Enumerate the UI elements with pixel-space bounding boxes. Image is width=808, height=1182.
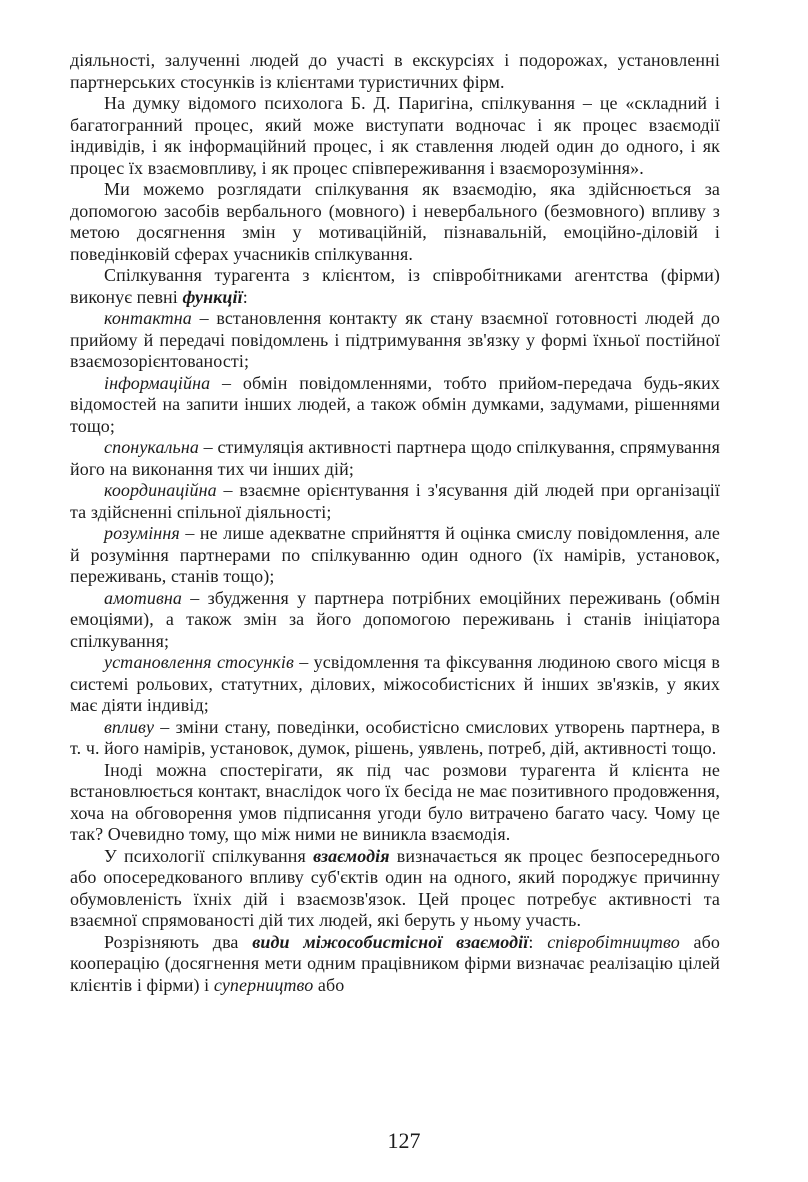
- function-description: – усвідомлення та фіксування людиною свого місця в системі рольових, статутних, ділових, міжособистісних й інших зв'язків, у яких має діяти індивід;: [70, 652, 721, 715]
- function-item-contact: [70, 308, 720, 373]
- function-term: амотивна: [104, 587, 183, 608]
- function-description: – встановлення контакту як стану взаємної готовності людей до прийому й передачі повідомлень і підтримування зв'язку у формі їхньої постійної взаємозорієнтованості;: [70, 308, 720, 371]
- psych-text-before: У психології спілкування: [104, 845, 314, 866]
- function-description: – збудження у партнера потрібних емоційних переживань (обмін емоціями), а також змін за його допомогою переживань і станів ініціатора спілкування;: [70, 587, 720, 651]
- function-item-influence: [70, 717, 720, 760]
- paragraph-continuation: діяльності, залученні людей до участі в екскурсіях і подорожах, установленні партнерських стосунків із клієнтами туристичних фірм.: [70, 50, 720, 92]
- rivalry-term: суперництво: [213, 974, 314, 995]
- paragraph-functions-intro: [70, 265, 720, 308]
- paragraph-interaction-definition: Ми можемо розглядати спілкування як взаємодію, яка здійснюється за допомогою засобів вербального (мовного) і невербального (безмовного) впливу з метою досягнення змін у мотиваційній, пізнавальній, емоційно-діловій і поведінковій сферах учасників спілкування.: [70, 179, 720, 264]
- function-item-understanding: [70, 523, 720, 588]
- paragraph-interaction-types: [70, 932, 720, 997]
- function-item-relationships: [70, 652, 720, 717]
- paragraph-no-contact: Іноді можна спостерігати, як під час розмови турагента й клієнта не встановлюється контакт, внаслідок чого їх бесіда не має позитивного продовження, хоча на обговорення умов підписання угоди було витрачено багато часу. Чому це так? Очевидно тому, що між ними не виникла взаємодія.: [70, 759, 720, 844]
- cooperation-term: співробітництво: [547, 931, 680, 952]
- types-text-middle: або кооперацію (досягнення мети одним працівником фірми визначає реалізацію цілей клієнтів і фірми) і: [70, 931, 720, 995]
- functions-intro-text: Спілкування турагента з клієнтом, із співробітниками агентства (фірми) виконує певні: [70, 265, 720, 307]
- function-term: установлення стосунків: [104, 652, 294, 672]
- document-page: [70, 50, 720, 996]
- function-term: впливу: [104, 716, 155, 737]
- function-item-emotive: [70, 588, 720, 653]
- function-description: – обмін повідомленнями, тобто прийом-передача будь-яких відомостей на запити інших людей, а також обмін думками, задумами, рішеннями тощо;: [70, 372, 720, 436]
- types-colon: :: [528, 931, 548, 952]
- psych-text-after: визначається як процес безпосереднього або опосередкованого впливу суб'єктів один на одного, який породжує причинну обумовленість їхніх дій і взаємозв'язок. Цей процес потребує активності та взаємної спрямованості дій тих людей, які беруть у ньому участь.: [70, 845, 721, 930]
- function-description: – взаємне орієнтування і з'ясування дій людей при організації та здійсненні спільної діяльності;: [70, 480, 720, 522]
- functions-term: функції: [182, 286, 243, 307]
- function-term: розуміння: [104, 523, 180, 543]
- function-description: – не лише адекватне сприйняття й оцінка смислу повідомлення, але й розуміння партнерами по спілкуванню один одного (їх намірів, установок, переживань, станів тощо);: [70, 523, 720, 586]
- function-item-coordinating: [70, 480, 720, 523]
- types-text-after: або: [313, 974, 345, 995]
- types-text-before: Розрізняють два: [104, 931, 253, 952]
- functions-intro-colon: :: [242, 286, 248, 307]
- types-term: види міжособистісної взаємодії: [252, 931, 529, 952]
- interaction-term: взаємодія: [313, 845, 390, 866]
- function-item-motivating: [70, 437, 720, 480]
- paragraph-parygin-quote: На думку відомого психолога Б. Д. Паригіна, спілкування – це «складний і багатогранний процес, який може виступати водночас і як процес взаємодії індивідів, і як інформаційний процес, і як ставлення людей один до одного, і як процес їх взаємовпливу, і як процес співпереживання і взаєморозуміння».: [70, 93, 720, 178]
- function-item-informational: [70, 373, 720, 438]
- function-term: інформаційна: [104, 372, 211, 393]
- paragraph-psychology-interaction: [70, 846, 720, 932]
- function-term: спонукальна: [104, 437, 199, 457]
- function-term: координаційна: [104, 480, 217, 500]
- page-number: 127: [387, 1128, 421, 1153]
- function-description: – стимуляція активності партнера щодо спілкування, спрямування його на виконання тих чи інших дій;: [70, 437, 720, 479]
- function-description: – зміни стану, поведінки, особистісно смислових утворень партнера, в т. ч. його намірів, установок, думок, рішень, уявлень, потреб, дій, активності тощо.: [70, 716, 720, 758]
- function-term: контактна: [104, 308, 192, 328]
